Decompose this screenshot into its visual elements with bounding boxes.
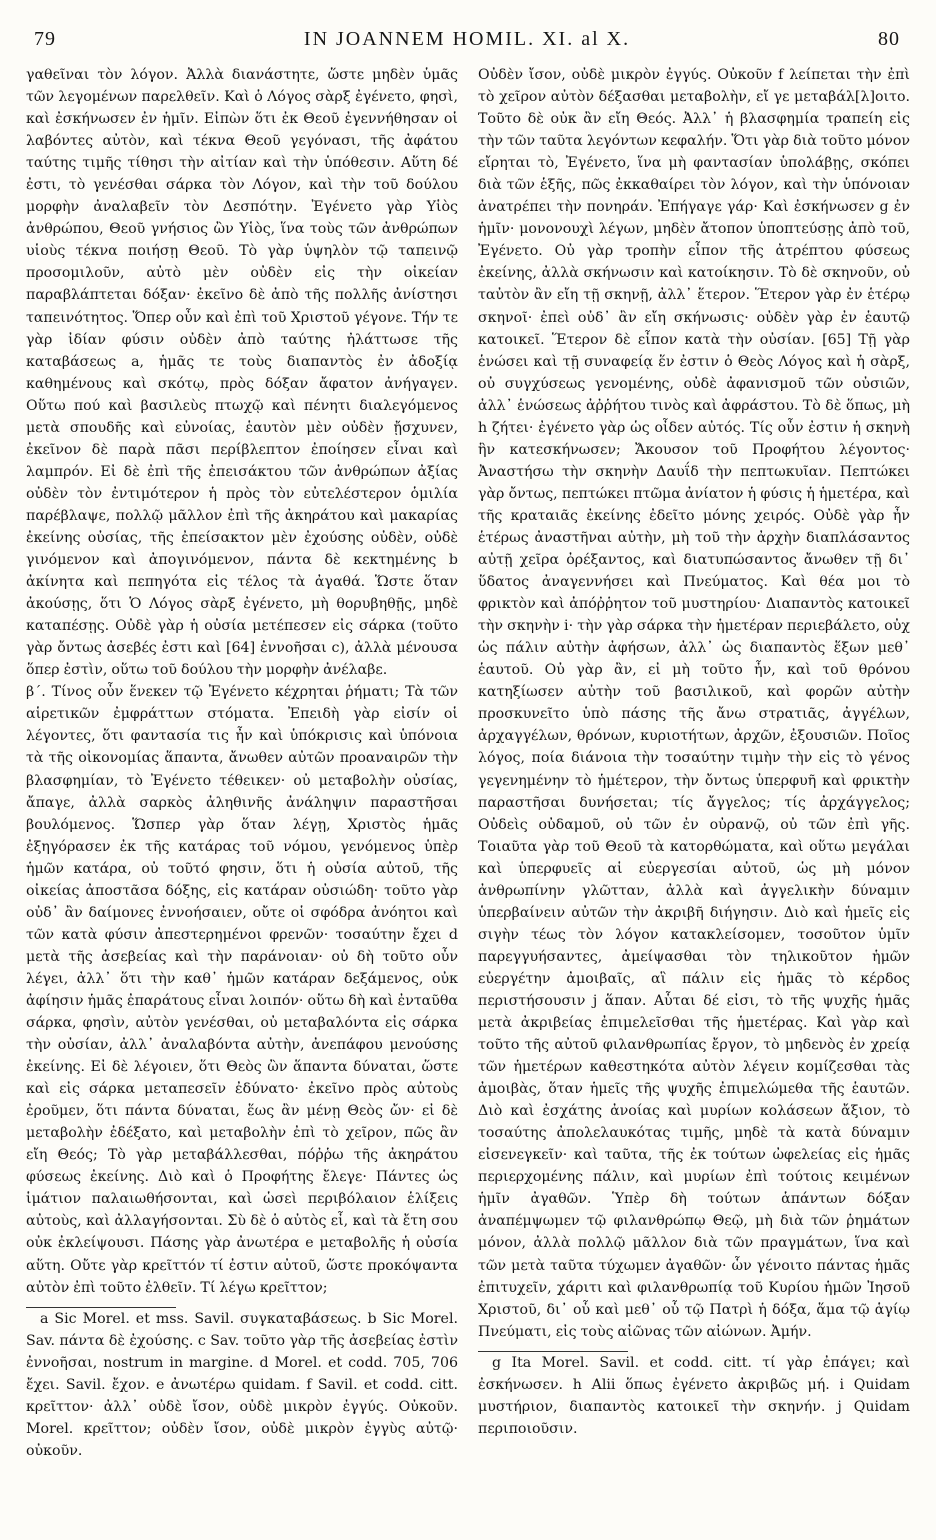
page-number-right: 80 — [878, 28, 900, 50]
right-column — [478, 64, 910, 1462]
right-footnotes: g Ita Morel. Savil. et codd. citt. τί γὰρ ἐπάγει; καὶ ἐσκήνωσεν. h Alii ὅπως ἐγένετο ἀκριβῶς μή. i Quidam μυστήριον, διαπαντὸς κατοικεῖ τὴν σκηνήν. j Quidam περιποιοῦσιν. — [478, 1354, 910, 1437]
running-title: IN JOANNEM HOMIL. XI. al X. — [303, 28, 631, 50]
left-paragraph-1: γαθεῖναι τὸν λόγον. Ἀλλὰ διανάστητε, ὥστε μηδὲν ὑμᾶς τῶν λεγομένων παρελθεῖν. Καὶ ὁ Λόγος σὰρξ ἐγένετο, φησὶ, καὶ ἐσκήνωσεν ἐν ἡμῖν. Εἰπὼν ὅτι ἐκ Θεοῦ ἐγεννήθησαν οἱ λαβόντες αὐτὸν, καὶ τέκνα Θεοῦ γεγόνασι, τῆς ἀφάτου ταύτης τιμῆς τίθησι τὴν αἰτίαν καὶ τὴν ὑπόθεσιν. Αὕτη δέ ἐστι, τὸ γενέσθαι σάρκα τὸν Λόγον, καὶ τὴν τοῦ δούλου μορφὴν ἀναλαβεῖν τὸν Δεσπότην. Ἐγένετο γὰρ Υἱὸς ἀνθρώπου, Θεοῦ γνήσιος ὢν Υἱὸς, ἵνα τοὺς τῶν ἀνθρώπων υἱοὺς τέκνα ποιήσῃ Θεοῦ. Τὸ γὰρ ὑψηλὸν τῷ ταπεινῷ προσομιλοῦν, αὐτὸ μὲν οὐδὲν εἰς τὴν οἰκείαν παραβλάπτεται δόξαν· ἐκεῖνο δὲ ἀπὸ τῆς πολλῆς ἀνίστησι ταπεινότητος. Ὅπερ οὖν καὶ ἐπὶ τοῦ Χριστοῦ γέγονε. Τήν τε γὰρ ἰδίαν φύσιν οὐδὲν ἀπὸ ταύτης ἠλάττωσε τῆς καταβάσεως a, ἡμᾶς τε τοὺς διαπαντὸς ἐν ἀδοξίᾳ καθημένους καὶ σκότῳ, πρὸς δόξαν ἄφατον ἀνήγαγεν. Οὕτω πού καὶ βασιλεὺς πτωχῷ καὶ πένητι διαλεγόμενος μετὰ σπουδῆς καὶ εὐνοίας, ἑαυτὸν μὲν οὐδὲν ᾔσχυνεν, ἐκεῖνον δὲ παρὰ πᾶσι περίβλεπτον ἐποίησεν εἶναι καὶ λαμπρόν. Εἰ δὲ ἐπὶ τῆς ἐπεισάκτου τῶν ἀνθρώπων ἀξίας οὐδὲν τὸν ἐντιμότερον ἡ πρὸς τὸν εὐτελέστερον ὁμιλία παρέβλαψε, πολλῷ μᾶλλον ἐπὶ τῆς ἀκηράτου καὶ μακαρίας ἐκείνης οὐσίας, τῆς ἐπείσακτον μὲν ἐχούσης οὐδὲν, οὐδὲ γινόμενον καὶ ἀπογινόμενον, πάντα δὲ κεκτημένης b ἀκίνητα καὶ πεπηγότα εἰς τέλος τὰ ἀγαθά. Ὥστε ὅταν ἀκούσῃς, ὅτι Ὁ Λόγος σὰρξ ἐγένετο, μὴ θορυβηθῇς, μηδὲ καταπέσῃς. Οὐδὲ γὰρ ἡ οὐσία μετέπεσεν εἰς σάρκα (τοῦτο γὰρ ὄντως ἀσεβές ἐστι καὶ [64] ἐννοῆσαι c), ἀλλὰ μένουσα ὅπερ ἐστὶν, οὕτω τοῦ δούλου τὴν μορφὴν ἀνέλαβε. — [26, 67, 458, 679]
running-head — [26, 28, 910, 58]
page-number-left: 79 — [34, 28, 56, 50]
left-footnotes: a Sic Morel. et mss. Savil. συγκαταβάσεως. b Sic Morel. Sav. πάντα δὲ ἐχούσης. c Sav. τοῦτο γὰρ τῆς ἀσεβείας ἐστὶν ἐννοῆσαι, nostrum in margine. d Morel. et codd. 705, 706 ἔχει. Savil. ἔχον. e ἀνωτέρω quidam. f Savil. et codd. citt. κρεῖττον· ἀλλ᾽ οὐδὲ ἴσον, οὐδὲ μικρὸν ἐγγύς. Οὐκοῦν. Morel. κρεῖττον; οὐδὲν ἴσον, οὐδὲ μικρὸν ἐγγὺς αὐτῷ· οὐκοῦν. — [26, 1310, 458, 1459]
right-paragraph-1: Οὐδὲν ἴσον, οὐδὲ μικρὸν ἐγγύς. Οὐκοῦν f λείπεται τὴν ἐπὶ τὸ χεῖρον αὐτὸν δέξασθαι μεταβολὴν, εἴ γε μεταβάλ[λ]οιτο. Τοῦτο δὲ οὐκ ἂν εἴη Θεός. Ἀλλ᾽ ἡ βλασφημία τραπείη εἰς τὴν τῶν ταῦτα λεγόντων κεφαλήν. Ὅτι γὰρ διὰ τοῦτο μόνον εἴρηται τὸ, Ἐγένετο, ἵνα μὴ φαντασίαν ὑπολάβῃς, σκόπει διὰ τῶν ἑξῆς, πῶς ἐκκαθαίρει τὸν λόγον, καὶ τὴν ὑπόνοιαν ἀνατρέπει τὴν πονηράν. Ἐπήγαγε γάρ· Καὶ ἐσκήνωσεν g ἐν ἡμῖν· μονονουχὶ λέγων, μηδὲν ἄτοπον ὑποπτεύσῃς ἀπὸ τοῦ, Ἐγένετο. Οὐ γὰρ τροπὴν εἶπον τῆς ἀτρέπτου φύσεως ἐκείνης, ἀλλὰ σκήνωσιν καὶ κατοίκησιν. Τὸ δὲ σκηνοῦν, οὐ ταὐτὸν ἂν εἴη τῇ σκηνῇ, ἀλλ᾽ ἕτερον. Ἕτερον γὰρ ἐν ἑτέρῳ σκηνοῖ· ἐπεὶ οὐδ᾽ ἂν εἴη σκήνωσις· οὐδὲν γὰρ ἐν ἑαυτῷ κατοικεῖ. Ἕτερον δὲ εἶπον κατὰ τὴν οὐσίαν. [65] Τῇ γὰρ ἑνώσει καὶ τῇ συναφείᾳ ἕν ἐστιν ὁ Θεὸς Λόγος καὶ ἡ σὰρξ, οὐ συγχύσεως γενομένης, οὐδὲ ἀφανισμοῦ τῶν οὐσιῶν, ἀλλ᾽ ἑνώσεως ἀῤῥήτου τινὸς καὶ ἀφράστου. Τὸ δὲ ὅπως, μὴ h ζήτει· ἐγένετο γὰρ ὡς οἶδεν αὐτός. Τίς οὖν ἐστιν ἡ σκηνὴ ἣν κατεσκήνωσεν; Ἄκουσον τοῦ Προφήτου λέγοντος· Ἀναστήσω τὴν σκηνὴν Δαυΐδ τὴν πεπτωκυῖαν. Πεπτώκει γὰρ ὄντως, πεπτώκει πτῶμα ἀνίατον ἡ φύσις ἡ ἡμετέρα, καὶ τῆς κραταιᾶς ἐκείνης ἐδεῖτο μόνης χειρός. Οὐδὲ γὰρ ἦν ἑτέρως ἀναστῆναι αὐτὴν, μὴ τοῦ τὴν ἀρχὴν διαπλάσαντος αὐτῇ χεῖρα ὀρέξαντος, καὶ διατυπώσαντος ἄνωθεν τῇ δι᾽ ὕδατος ἀναγεννήσει καὶ Πνεύματος. Καὶ θέα μοι τὸ φρικτὸν καὶ ἀπόῤῥητον τοῦ μυστηρίου· Διαπαντὸς κατοικεῖ τὴν σκηνὴν i· τὴν γὰρ σάρκα τὴν ἡμετέραν περιεβάλετο, οὐχ ὡς πάλιν αὐτὴν ἀφήσων, ἀλλ᾽ ὡς διαπαντὸς ἕξων μεθ᾽ ἑαυτοῦ. Οὐ γὰρ ἂν, εἰ μὴ τοῦτο ἦν, καὶ τοῦ θρόνου κατηξίωσεν αὐτὴν τοῦ βασιλικοῦ, καὶ φορῶν αὐτὴν προσκυνεῖτο ὑπὸ πάσης τῆς ἄνω στρατιᾶς, ἀγγέλων, ἀρχαγγέλων, θρόνων, κυριοτήτων, ἀρχῶν, ἐξουσιῶν. Ποῖος λόγος, ποία διάνοια τὴν τοσαύτην τιμὴν τὴν εἰς τὸ γένος γεγενημένην τὸ ἡμέτερον, τὴν ὄντως ὑπερφυῆ καὶ φρικτὴν παραστῆσαι δυνήσεται; τίς ἄγγελος; τίς ἀρχάγγελος; Οὐδεὶς οὐδαμοῦ, οὐ τῶν ἐν οὐρανῷ, οὐ τῶν ἐπὶ γῆς. Τοιαῦτα γὰρ τοῦ Θεοῦ τὰ κατορθώματα, καὶ οὕτω μεγάλαι καὶ ὑπερφυεῖς αἱ εὐεργεσίαι αὐτοῦ, ὡς μὴ μόνον ἀνθρωπίνην γλῶτταν, ἀλλὰ καὶ ἀγγελικὴν δύναμιν ὑπερβαίνειν αὐτῶν τὴν ἀκριβῆ διήγησιν. Διὸ καὶ ἡμεῖς εἰς σιγὴν τέως τὸν λόγον κατακλείσομεν, τοσοῦτον ὑμῖν παρεγγυήσαντες, ἀμείψασθαι τὸν τηλικοῦτον ἡμῶν εὐεργέτην ἀμοιβαῖς, αἳ πάλιν εἰς ἡμᾶς τὸ κέρδος περιστήσουσιν j ἅπαν. Αὗται δέ εἰσι, τὸ τῆς ψυχῆς ἡμᾶς μετὰ ἀκριβείας ἐπιμελεῖσθαι τῆς ἡμετέρας. Καὶ γὰρ καὶ τοῦτο τῆς αὐτοῦ φιλανθρωπίας ἔργον, τὸ μηδενὸς ἐν χρείᾳ τῶν ἡμετέρων καθεστηκότα αὐτὸν λέγειν κομίζεσθαι τὰς ἀμοιβὰς, ὅταν ἡμεῖς τῆς ψυχῆς ἐπιμελώμεθα τῆς ἑαυτῶν. Διὸ καὶ ἐσχάτης ἀνοίας καὶ μυρίων κολάσεων ἄξιον, τὸ τοσαύτης ἀπολελαυκότας τιμῆς, μηδὲ τὰ κατὰ δύναμιν εἰσενεγκεῖν· καὶ ταῦτα, τῆς ἐκ τούτων ὠφελείας εἰς ἡμᾶς περιερχομένης πάλιν, καὶ μυρίων ἐπὶ τούτοις κειμένων ἡμῖν ἀγαθῶν. Ὑπὲρ δὴ τούτων ἁπάντων δόξαν ἀναπέμψωμεν τῷ φιλανθρώπῳ Θεῷ, μὴ διὰ τῶν ῥημάτων μόνον, ἀλλὰ πολλῷ μᾶλλον διὰ τῶν πραγμάτων, ἵνα καὶ τῶν μετὰ ταῦτα τύχωμεν ἀγαθῶν· ὧν γένοιτο πάντας ἡμᾶς ἐπιτυχεῖν, χάριτι καὶ φιλανθρωπίᾳ τοῦ Κυρίου ἡμῶν Ἰησοῦ Χριστοῦ, δι᾽ οὗ καὶ μεθ᾽ οὗ τῷ Πατρὶ ἡ δόξα, ἅμα τῷ ἁγίῳ Πνεύματι, εἰς τοὺς αἰῶνας τῶν αἰώνων. Ἀμήν. — [478, 67, 910, 1340]
left-paragraph-2: β΄. Τίνος οὖν ἕνεκεν τῷ Ἐγένετο κέχρηται ῥήματι; Τὰ τῶν αἱρετικῶν ἐμφράττων στόματα. Ἐπειδὴ γὰρ εἰσίν οἱ λέγοντες, ὅτι φαντασία τις ἦν καὶ ὑπόκρισις καὶ ὑπόνοια τὰ τῆς οἰκονομίας ἅπαντα, ἄνωθεν αὐτῶν προαναιρῶν τὴν βλασφημίαν, τὸ Ἐγένετο τέθεικεν· οὐ μεταβολὴν οὐσίας, ἄπαγε, ἀλλὰ σαρκὸς ἀληθινῆς ἀνάληψιν παραστῆσαι βουλόμενος. Ὥσπερ γὰρ ὅταν λέγῃ, Χριστὸς ἡμᾶς ἐξηγόρασεν ἐκ τῆς κατάρας τοῦ νόμου, γενόμενος ὑπὲρ ἡμῶν κατάρα, οὐ τοῦτό φησιν, ὅτι ἡ οὐσία αὐτοῦ, τῆς οἰκείας ἀποστᾶσα δόξης, εἰς κατάραν οὐσιώδη· τοῦτο γὰρ οὐδ᾽ ἂν δαίμονες ἐννοήσαιεν, οὔτε οἱ σφόδρα ἀνόητοι καὶ τῶν κατὰ φύσιν ἀπεστερημένοι φρενῶν· τοσαύτην ἔχει d μετὰ τῆς ἀσεβείας καὶ τὴν παράνοιαν· οὐ δὴ τοῦτο οὖν λέγει, ἀλλ᾽ ὅτι τὴν καθ᾽ ἡμῶν κατάραν δεξάμενος, οὐκ ἀφίησιν ἡμᾶς ἐπαράτους εἶναι λοιπόν· οὕτω δὴ καὶ ἐνταῦθα σάρκα, φησὶν, αὐτὸν γενέσθαι, οὐ μεταβαλόντα εἰς σάρκα τὴν οὐσίαν, ἀλλ᾽ ἀναλαβόντα αὐτὴν, ἀνεπάφου μενούσης ἐκείνης. Εἰ δὲ λέγοιεν, ὅτι Θεὸς ὢν ἅπαντα δύναται, ὥστε καὶ εἰς σάρκα μεταπεσεῖν ἐδύνατο· ἐκεῖνο πρὸς αὐτοὺς ἐροῦμεν, ὅτι πάντα δύναται, ἕως ἂν μένῃ Θεὸς ὤν· εἰ δὲ μεταβολὴν ἐδέξατο, καὶ μεταβολὴν ἐπὶ τὸ χεῖρον, πῶς ἂν εἴη Θεός; Τὸ γὰρ μεταβάλλεσθαι, πόῤῥω τῆς ἀκηράτου φύσεως ἐκείνης. Διὸ καὶ ὁ Προφήτης ἔλεγε· Πάντες ὡς ἱμάτιον παλαιωθήσονται, καὶ ὡσεὶ περιβόλαιον ἑλίξεις αὐτοὺς, καὶ ἀλλαγήσονται. Σὺ δὲ ὁ αὐτὸς εἶ, καὶ τὰ ἔτη σου οὐκ ἐκλείψουσι. Πάσης γὰρ ἀνωτέρα e μεταβολῆς ἡ οὐσία αὕτη. Οὔτε γὰρ κρεῖττόν τί ἐστιν αὐτοῦ, ὥστε προκόψαντα αὐτὸν ἐπὶ τοῦτο ἐλθεῖν. Τί λέγω κρεῖττον; — [26, 684, 458, 1296]
text-columns — [26, 64, 910, 1462]
left-column — [26, 64, 458, 1462]
